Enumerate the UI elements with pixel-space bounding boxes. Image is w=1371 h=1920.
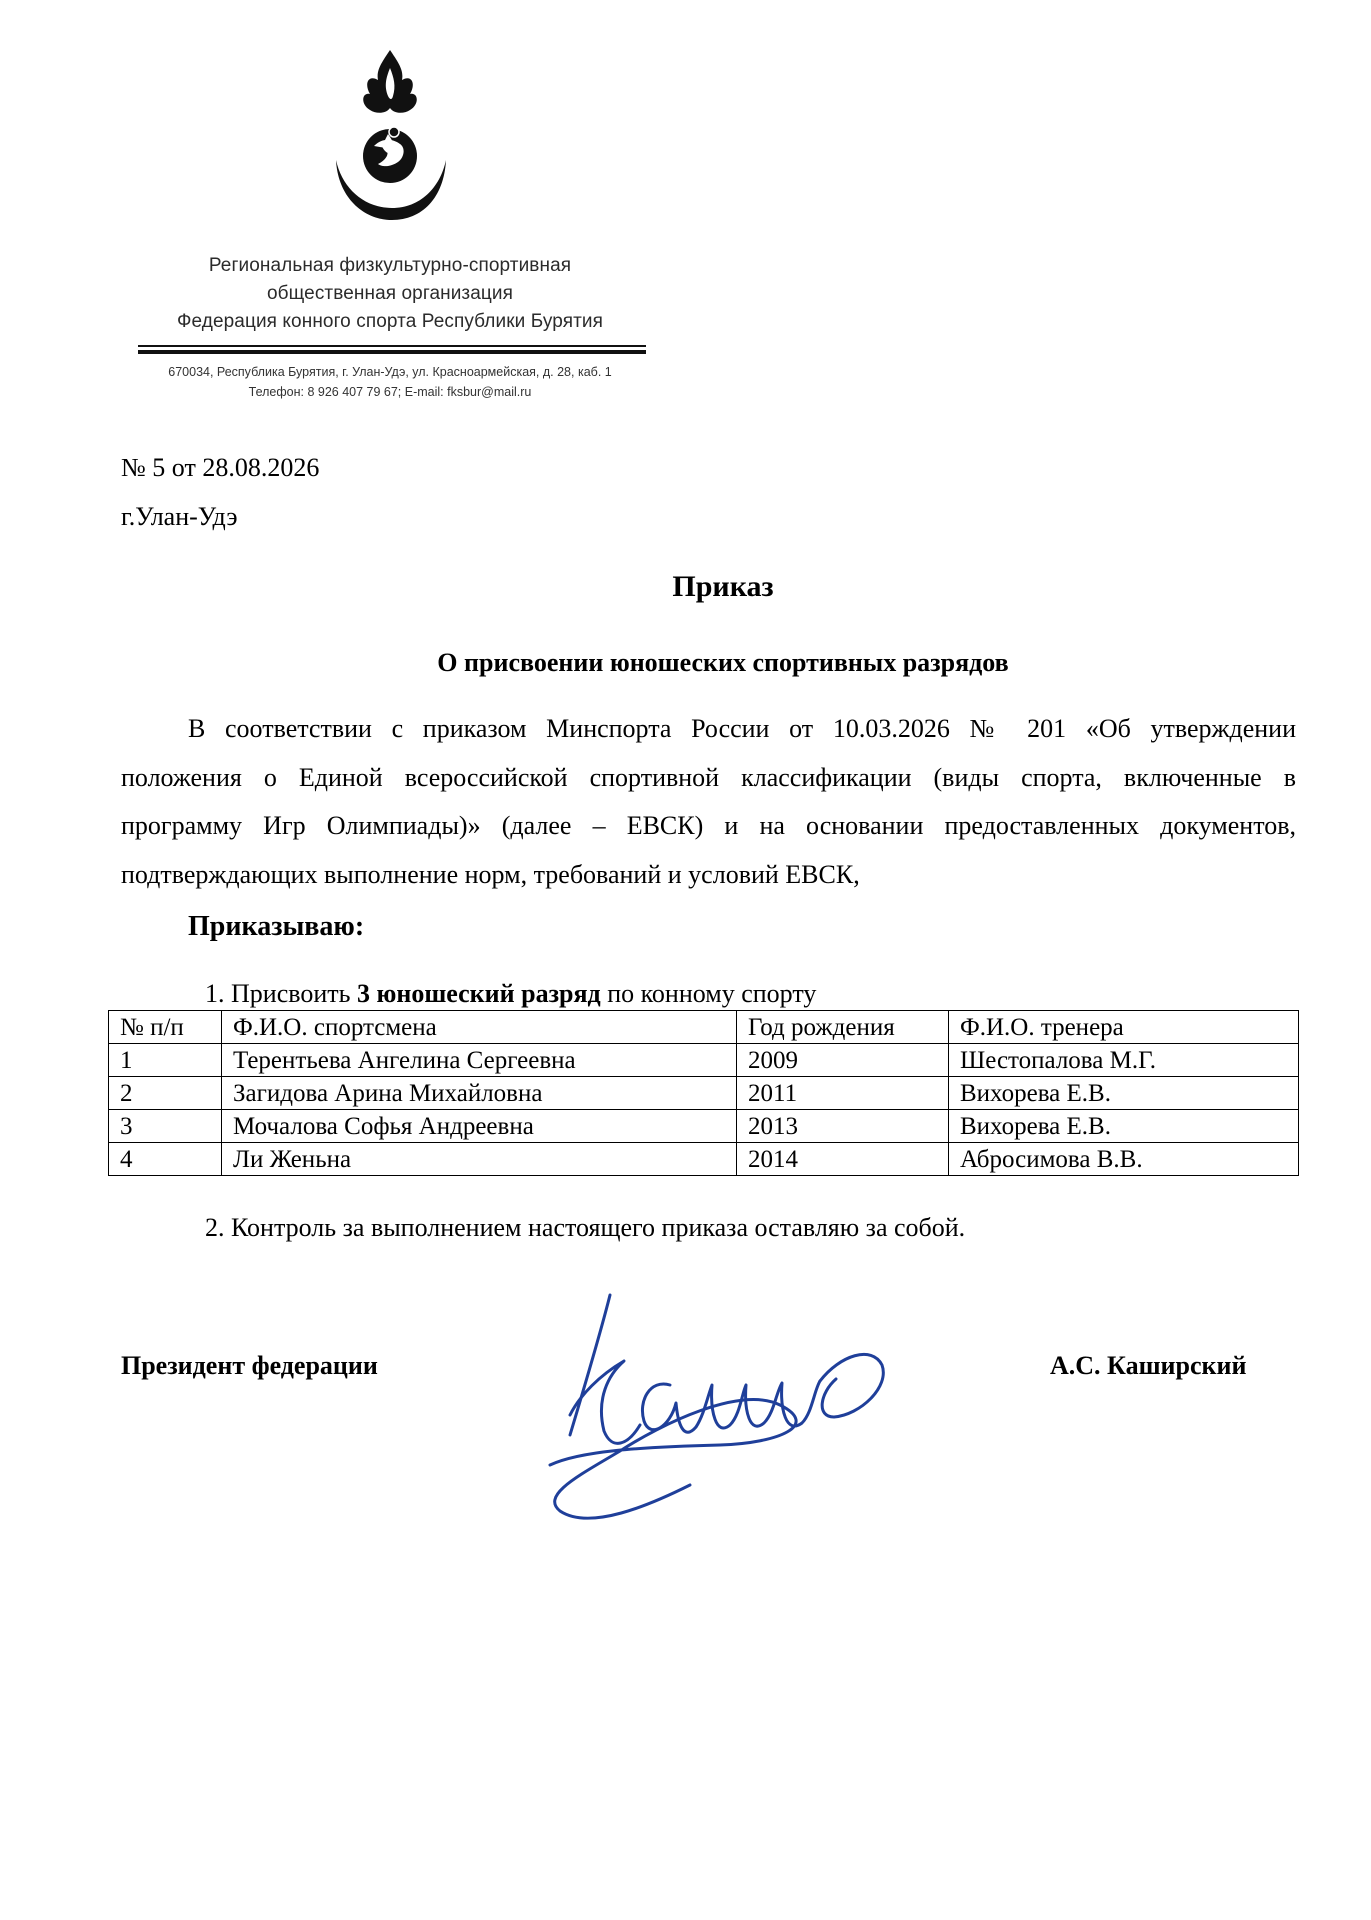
org-address: 670034, Республика Бурятия, г. Улан-Удэ, ул. Красноармейская, д. 28, каб. 1 [168, 365, 612, 379]
federation-emblem-icon [330, 48, 450, 228]
table-header-cell: Год рождения [737, 1011, 949, 1044]
table-cell: Терентьева Ангелина Сергеевна [222, 1044, 737, 1077]
table-cell: Вихорева Е.В. [949, 1110, 1299, 1143]
table-cell: 3 [109, 1110, 222, 1143]
table-cell: Мочалова Софья Андреевна [222, 1110, 737, 1143]
order-item-1-suffix: по конному спорту [600, 979, 817, 1008]
order-item-1-prefix: 1. Присвоить [205, 979, 357, 1008]
table-cell: Шестопалова М.Г. [949, 1044, 1299, 1077]
table-header-cell: Ф.И.О. тренера [949, 1011, 1299, 1044]
doc-number-date: № 5 от 28.08.2026 [121, 453, 320, 482]
table-cell: 2 [109, 1077, 222, 1110]
doc-subtitle: О присвоении юношеских спортивных разрядов [437, 648, 1009, 677]
table-cell: 4 [109, 1143, 222, 1176]
table-cell: Абросимова В.В. [949, 1143, 1299, 1176]
org-name-line-2: общественная организация [267, 283, 513, 304]
table-cell: 1 [109, 1044, 222, 1077]
org-name-line-3: Федерация конного спорта Республики Бурятия [176, 311, 603, 332]
doc-city: г.Улан-Удэ [121, 502, 238, 531]
preamble-line-4: подтверждающих выполнение норм, требований и условий ЕВСК, [121, 860, 860, 889]
preamble-line-2: положения о Единой всероссийской спортивной классификации (виды спорта, включенные в [121, 763, 1296, 792]
doc-title: Приказ [672, 570, 774, 603]
table-cell: 2013 [737, 1110, 949, 1143]
table-cell: Вихорева Е.В. [949, 1077, 1299, 1110]
table-row [109, 1143, 1299, 1176]
table-header-cell: Ф.И.О. спортсмена [222, 1011, 737, 1044]
signer-name: А.С. Каширский [1050, 1351, 1247, 1380]
preamble-line-1: В соответствии с приказом Минспорта России от 10.03.2026 № 201 «Об утверждении [188, 714, 1296, 743]
table-row [109, 1044, 1299, 1077]
table-cell: Ли Женьна [222, 1143, 737, 1176]
table-cell: 2009 [737, 1044, 949, 1077]
table-cell: Загидова Арина Михайловна [222, 1077, 737, 1110]
grades-table [108, 1010, 1299, 1176]
table-header-row [109, 1011, 1299, 1044]
org-contacts: Телефон: 8 926 407 79 67; E-mail: fksbur@mail.ru [248, 385, 532, 399]
letterhead-rule-thick [138, 350, 646, 354]
signer-role: Президент федерации [121, 1351, 378, 1380]
preamble-line-3: программу Игр Олимпиады)» (далее – ЕВСК) и на основании предоставленных документов, [121, 811, 1296, 840]
order-item-2: 2. Контроль за выполнением настоящего приказа оставляю за собой. [205, 1213, 966, 1242]
table-row [109, 1077, 1299, 1110]
table-header-cell: № п/п [109, 1011, 222, 1044]
table-cell: 2014 [737, 1143, 949, 1176]
signature-icon [520, 1275, 920, 1535]
table-row [109, 1110, 1299, 1143]
order-item-1 [205, 978, 816, 1010]
org-name-line-1: Региональная физкультурно-спортивная [208, 255, 572, 276]
order-item-1-grade: 3 юношеский разряд [356, 979, 601, 1008]
table-cell: 2011 [737, 1077, 949, 1110]
order-word: Приказываю: [188, 911, 365, 942]
letterhead-rule-thin [138, 345, 646, 347]
